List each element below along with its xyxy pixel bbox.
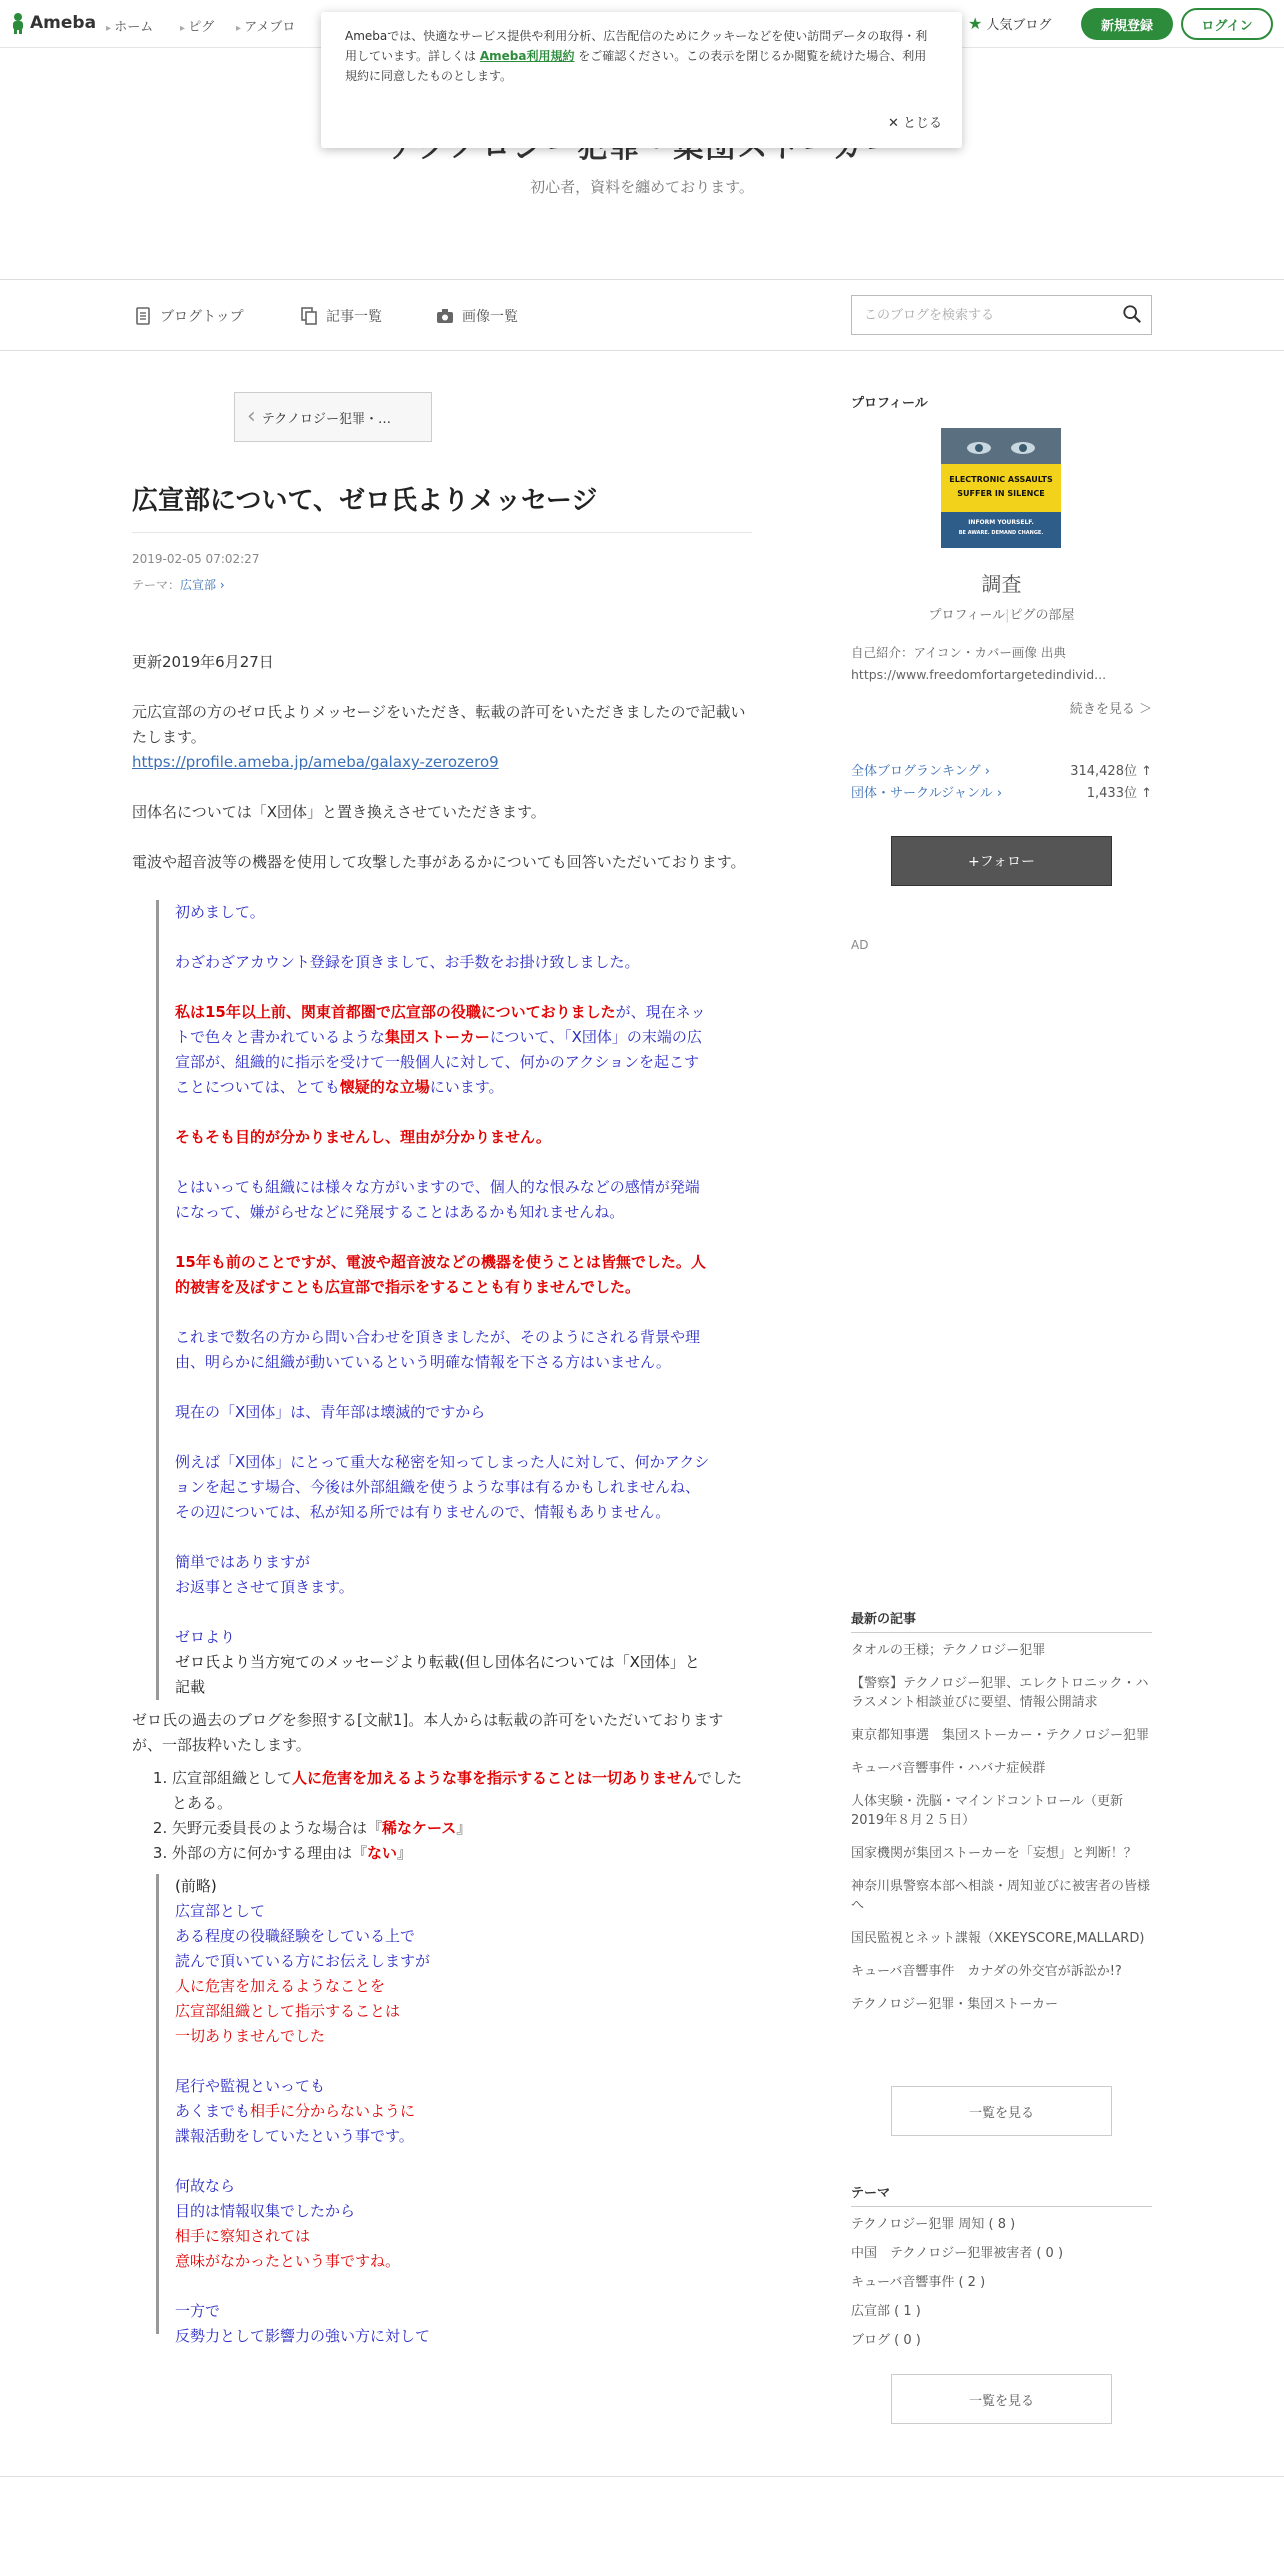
blog-search <box>851 295 1152 335</box>
device-note: 電波や超音波等の機器を使用して攻撃した事があるかについても回答いただいております。 <box>132 853 746 871</box>
terms-link[interactable]: Ameba利用規約 <box>479 49 575 63</box>
list-emphasis: 稀なケース <box>382 1819 457 1837</box>
profile-heading: プロフィール <box>851 396 928 411</box>
entry-theme <box>132 576 225 593</box>
popular-label: 人気ブログ <box>986 18 1052 33</box>
list-text: 』 <box>456 1819 472 1837</box>
recent-entries-heading: 最新の記事 <box>851 1612 917 1627</box>
follow-button[interactable]: +フォロー <box>891 836 1112 886</box>
quote-line: とはいっても組織には様々な方がいますので、個人的な恨みなどの感情が発端になって、嫌がらせなどに発展することはあるかも知れませんね。 <box>175 1178 700 1221</box>
recent-entry[interactable]: キューバ音響事件・ハバナ症候群 <box>851 1761 1046 1776</box>
menu-blog-top-label: ブログトップ <box>160 309 244 325</box>
recent-entry[interactable]: 神奈川県警察本部へ相談・周知並びに被害者の皆様へ <box>851 1879 1151 1913</box>
recent-entry[interactable]: 国民監視とネット諜報（XKEYSCORE,MALLARD) <box>851 1931 1145 1946</box>
quote-text: について、「X団体」の末端の広宣部が、組織的に指示を受けて一般個人に対して、何かのアクションを起こすことについては、とても <box>175 1028 702 1096</box>
recent-entry[interactable]: テクノロジー犯罪・集団ストーカー <box>851 1997 1058 2012</box>
recent-list-all-button[interactable]: 一覧を見る <box>891 2086 1112 2136</box>
theme-item[interactable]: キューバ音響事件 ( 2 ) <box>851 2275 986 2290</box>
quote-line: 広宣部として <box>175 1902 266 1920</box>
genre-ranking-row <box>851 782 1152 801</box>
quote-line <box>175 1000 712 1100</box>
quote-text: あくまでも <box>175 2102 251 2120</box>
list-text: 矢野元委員長のような場合は『 <box>172 1819 383 1837</box>
quote-line: 15年も前のことですが、電波や超音波などの機器を使うことは皆無でした。人的被害を及ぼすことも広宣部で指示をすることも有りませんでした。 <box>175 1253 706 1296</box>
quote-line: 初めまして。 <box>175 903 265 921</box>
separator: | <box>1005 608 1010 623</box>
camera-icon <box>436 307 454 325</box>
quote-line: 何故なら <box>175 2177 236 2195</box>
profile-link[interactable]: https://profile.ameba.jp/ameba/galaxy-zerozero9 <box>132 753 499 771</box>
quote-line: 相手に察知されては <box>175 2227 311 2245</box>
ameba-mascot-icon <box>10 12 26 34</box>
quote-line: 現在の「X団体」は、青年部は壊滅的ですから <box>175 1403 486 1421</box>
overall-ranking-label: 全体ブログランキング <box>851 764 981 779</box>
list-text: 』 <box>397 1844 413 1862</box>
overall-ranking-value: 314,428位 ↑ <box>1070 764 1152 779</box>
title-divider <box>132 532 752 533</box>
avatar-line-2: SUFFER IN SILENCE <box>957 489 1045 498</box>
updated-note: 更新2019年6月27日 <box>132 653 274 671</box>
logo-text: Ameba <box>30 13 97 33</box>
quote-emphasis: 集団ストーカー <box>385 1028 490 1046</box>
profile-avatar[interactable] <box>941 428 1061 548</box>
list-emphasis: ない <box>367 1844 398 1862</box>
quote-line: わざわざアカウント登録を頂きまして、お手数をお掛け致しました。 <box>175 953 640 971</box>
recent-entry[interactable]: 【警察】テクノロジー犯罪、エレクトロニック・ハラスメント相談並びに要望、情報公開請求 <box>851 1676 1149 1710</box>
avatar-line-3: INFORM YOURSELF. <box>968 519 1034 526</box>
bio-line: 自己紹介：アイコン・カバー画像 出典 <box>851 645 1066 660</box>
quote-text: 簡単ではありますが <box>175 1553 311 1571</box>
menu-image-list[interactable] <box>436 306 518 326</box>
entry-date: 2019-02-05 07:02:27 <box>132 552 260 566</box>
cookie-close-button[interactable]: ✕ とじる <box>888 112 942 131</box>
nav-ameblo[interactable]: ▸ アメブロ <box>236 16 295 35</box>
list-item <box>172 1841 752 1866</box>
pig-room-link[interactable]: ピグの部屋 <box>1009 608 1075 623</box>
theme-item[interactable]: テクノロジー犯罪 周知 ( 8 ) <box>851 2217 1016 2232</box>
quote-emphasis: 相手に分からないように <box>250 2102 416 2120</box>
cookie-consent-dialog <box>321 12 962 148</box>
quote-text: が、現在ネットで色々と書かれているような <box>175 1003 706 1046</box>
list-emphasis: 人に危害を加えるような事を指示することは一切ありません <box>292 1769 698 1787</box>
genre-ranking-label: 団体・サークルジャンル <box>851 786 993 801</box>
themes-heading: テーマ <box>851 2186 891 2201</box>
recent-entry[interactable]: 人体実験・洗脳・マインドコントロール（更新2019年８月２５日） <box>851 1794 1123 1828</box>
avatar-image <box>941 428 1061 548</box>
divider <box>851 2206 1152 2207</box>
zero-message-quote <box>156 900 712 1700</box>
menu-blog-top[interactable] <box>134 306 244 326</box>
nav-pigg[interactable]: ▸ ピグ <box>180 16 214 35</box>
popular-blogs-link[interactable] <box>968 14 1051 33</box>
spacer <box>175 2149 712 2174</box>
summary-list <box>172 1766 752 1866</box>
genre-ranking-value: 1,433位 ↑ <box>1086 786 1152 801</box>
quote-line <box>175 1550 712 1600</box>
quote-line: そもそも目的が分かりませんし、理由が分かりません。 <box>175 1128 551 1146</box>
intro-text: 元広宣部の方のゼロ氏よりメッセージをいただき、転載の許可をいただきましたので記載いたします。 <box>132 703 746 746</box>
quote-line: 反勢力として影響力の強い方に対して <box>175 2327 431 2345</box>
list-item <box>172 1816 752 1841</box>
menu-entry-list-label: 記事一覧 <box>326 309 382 325</box>
theme-item[interactable]: ブログ ( 0 ) <box>851 2333 921 2348</box>
entry-body <box>132 650 752 2345</box>
chevron-left-icon: ‹ <box>247 404 256 429</box>
genre-ranking-link[interactable]: 団体・サークルジャンル › <box>851 786 1003 801</box>
quote-emphasis: 懐疑的な立場 <box>339 1078 430 1096</box>
list-text: でしたとある。 <box>172 1769 743 1812</box>
theme-link[interactable]: 広宣部 › <box>180 578 225 592</box>
group-note: 団体名については「X団体」と置き換えさせていただきます。 <box>132 803 546 821</box>
ameba-logo[interactable] <box>10 12 96 34</box>
spacer <box>175 2049 712 2074</box>
bio-line: https://www.freedomfortargetedindivid... <box>851 667 1107 682</box>
intro-paragraph <box>132 700 752 775</box>
quote-line: (前略) <box>175 1877 217 1895</box>
past-blog-quote <box>156 1874 712 2345</box>
avatar-line-4: BE AWARE. DEMAND CHANGE. <box>958 530 1044 536</box>
search-input[interactable] <box>852 296 1102 334</box>
previous-entry-button[interactable] <box>234 392 432 442</box>
cookie-text-before: Amebaでは、快適なサービス提供や利用分析、広告配信のためにクッキーなどを使い訪問データの取得・利用しています。詳しくは <box>345 29 928 63</box>
theme-item[interactable]: 中国 テクノロジー犯罪被害者 ( 0 ) <box>851 2246 1064 2261</box>
quote-line: 諜報活動をしていたという事です。 <box>175 2127 414 2145</box>
search-button[interactable] <box>1121 304 1143 326</box>
quote-line: 人に危害を加えるようなことを <box>175 1977 386 1995</box>
entry-title[interactable]: 広宣部について、ゼロ氏よりメッセージ <box>132 486 598 516</box>
profile-links <box>851 604 1152 623</box>
recent-entry[interactable]: タオルの王様；テクノロジー犯罪 <box>851 1643 1046 1658</box>
search-icon <box>1122 304 1142 324</box>
list-text: 外部の方に何かする理由は『 <box>172 1844 368 1862</box>
theme-link-text: 広宣部 <box>180 578 217 592</box>
cookie-text-after: をご確認ください。この表示を閉じるか閲覧を続けた場合、利用規約に同意したものとします。 <box>345 49 927 83</box>
quote-line: これまで数名の方から問い合わせを頂きましたが、そのようにされる背景や理由、明らかに組織が動いているという明確な情報を下さる方はいません。 <box>175 1328 701 1371</box>
quote-line: 広宣部組織として指示することは <box>175 2002 401 2020</box>
cookie-text <box>345 26 938 86</box>
overall-ranking-row <box>851 760 1152 779</box>
themes-list <box>851 2210 1152 2355</box>
quote-line: 尾行や監視といっても <box>175 2077 326 2095</box>
profile-link[interactable]: プロフィール <box>928 608 1006 623</box>
blog-description: 初心者，資料を纏めております。 <box>530 178 754 196</box>
recent-entry[interactable]: 国家機関が集団ストーカーを「妄想」と判断！？ <box>851 1846 1137 1861</box>
quote-line: 例えば「X団体」にとって重大な秘密を知ってしまった人に対して、何かアクションを起こす場合、今後は外部組織を使うような事は有るかもしれませんね、その辺については、私が知る所では有りませんので、情報もありません。 <box>175 1453 710 1521</box>
quote-line: 意味がなかったという事ですね。 <box>175 2252 401 2270</box>
theme-item[interactable]: 広宣部 ( 1 ) <box>851 2304 921 2319</box>
theme-label: テーマ： <box>132 578 181 592</box>
quote-line: ある程度の役職経験をしている上で <box>175 1927 416 1945</box>
recent-entry[interactable]: 東京都知事選 集団ストーカー・テクノロジー犯罪 <box>851 1728 1149 1743</box>
divider <box>851 1632 1152 1633</box>
quote-line: 読んで頂いている方にお伝えしますが <box>175 1952 431 1970</box>
quote-line: 一方で <box>175 2302 221 2320</box>
quote-text: にいます。 <box>429 1078 504 1096</box>
menu-entry-list[interactable] <box>300 306 382 326</box>
profile-bio <box>851 642 1152 686</box>
profile-name[interactable]: 調査 <box>981 572 1022 596</box>
read-more-link[interactable]: 続きを見る ＞ <box>1069 702 1152 717</box>
ad-label: AD <box>851 938 869 952</box>
themes-list-all-button[interactable]: 一覧を見る <box>891 2374 1112 2424</box>
spacer <box>175 2274 712 2299</box>
quote-line <box>175 2099 712 2124</box>
copy-icon <box>300 307 318 325</box>
list-text: 広宣部組織として <box>172 1769 293 1787</box>
star-icon: ★ <box>968 14 983 33</box>
avatar-line-1: ELECTRONIC ASSAULTS <box>949 475 1053 484</box>
previous-entry-label: テクノロジー犯罪・… <box>261 411 392 427</box>
quote-source: ゼロ氏より当方宛てのメッセージより転載(但し団体名については「X団体」と記載 <box>175 1653 700 1696</box>
quote-signature: ゼロより <box>175 1628 236 1646</box>
past-blog-note: ゼロ氏の過去のブログを参照する[文献1]。本人からは転載の許可をいただいておりますが、一部抜粋いたします。 <box>132 1711 724 1754</box>
login-button[interactable]: ログイン <box>1181 8 1273 40</box>
quote-emphasis: 私は15年以上前、関東首都圏で広宣部の役職についておりました <box>175 1003 616 1021</box>
quote-line: 一切ありませんでした <box>175 2027 326 2045</box>
recent-entries-list <box>851 1634 1152 2021</box>
quote-line: 目的は情報収集でしたから <box>175 2202 356 2220</box>
quote-text: お返事とさせて頂きます。 <box>175 1578 354 1596</box>
overall-ranking-link[interactable]: 全体ブログランキング › <box>851 764 990 779</box>
blog-menu <box>0 279 1284 351</box>
document-icon <box>134 307 152 325</box>
register-button[interactable]: 新規登録 <box>1081 8 1173 40</box>
list-item <box>172 1766 752 1816</box>
nav-home[interactable]: ▸ ホーム <box>106 16 153 35</box>
menu-image-list-label: 画像一覧 <box>462 309 518 325</box>
footer-divider <box>0 2476 1284 2477</box>
recent-entry[interactable]: キューバ音響事件 カナダの外交官が訴訟か!? <box>851 1964 1122 1979</box>
